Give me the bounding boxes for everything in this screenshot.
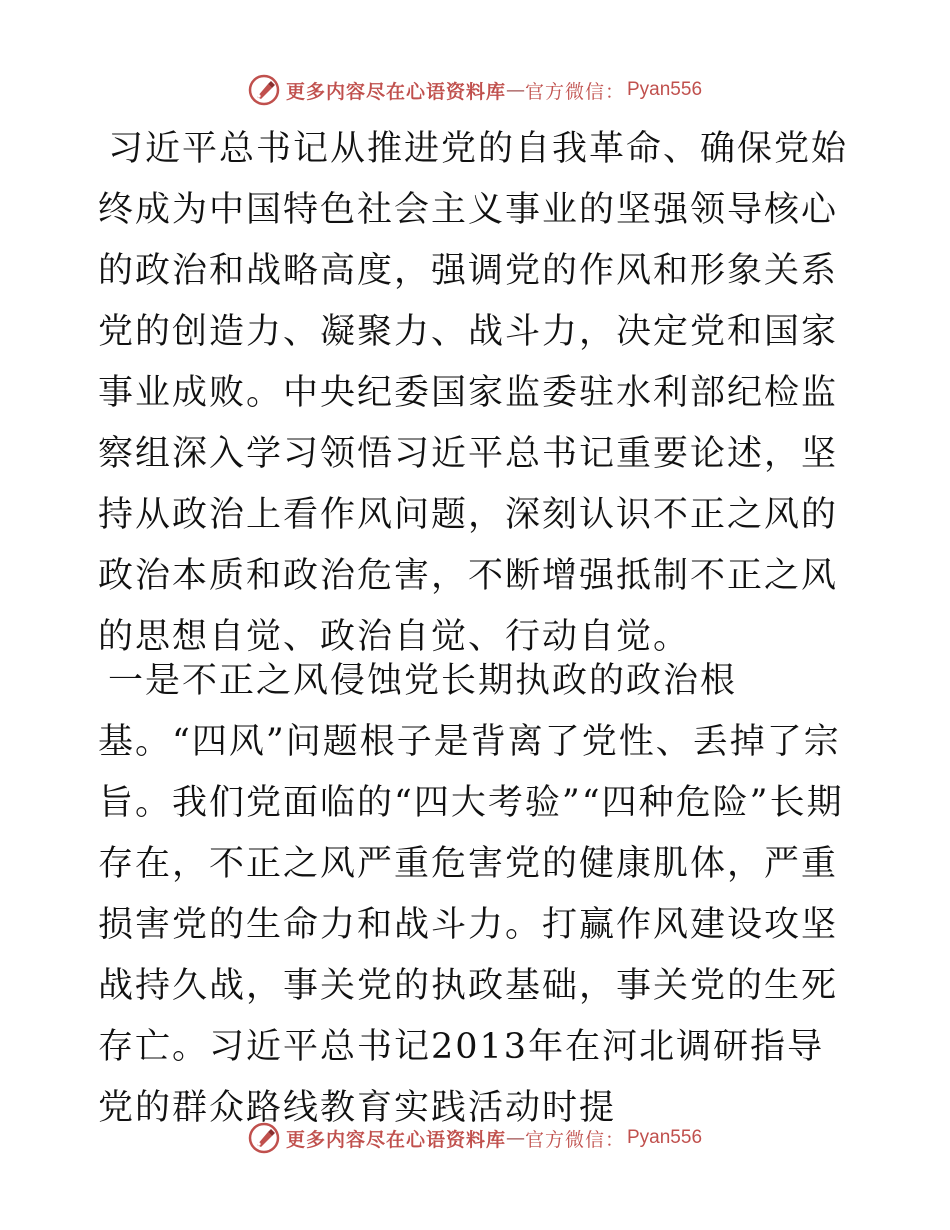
body-paragraph-1: 习近平总书记从推进党的自我革命、确保党始终成为中国特色社会主义事业的坚强领导核心的政治和战略高度，强调党的作风和形象关系党的创造力、凝聚力、战斗力，决定党和国家事业成败。中央纪委国家监委驻水利部纪检监察组深入学习领悟习近平总书记重要论述，坚持从政治上看作风问题，深刻认识不正之风的政治本质和政治危害，不断增强抵制不正之风的思想自觉、政治自觉、行动自觉。	[98, 129, 849, 657]
body-paragraph-2: 一是不正之风侵蚀党长期执政的政治根基。“四风”问题根子是背离了党性、丢掉了宗旨。我们党面临的“四大考验”“四种危险”长期存在，不正之风严重危害党的健康肌体，严重损害党的生命力和战斗力。打赢作风建设攻坚战持久战，事关党的执政基础，事关党的生死存亡。习近平总书记2013年在河北调研指导党的群众路线教育实践活动时提	[98, 661, 844, 1128]
banner-wechat-label: 官方微信：	[524, 80, 625, 103]
footer-banner	[0, 1118, 950, 1158]
banner-wechat-handle: Pyan556	[627, 1127, 703, 1148]
banner-brand-text: 更多内容尽在心语资料库	[285, 80, 506, 103]
banner-wechat-label: 官方微信：	[524, 1128, 625, 1151]
header-banner	[0, 70, 950, 110]
banner-brand-text: 更多内容尽在心语资料库	[285, 1128, 506, 1151]
banner-separator: —	[505, 1127, 525, 1149]
banner-separator: —	[505, 79, 525, 101]
banner-wechat-handle: Pyan556	[627, 79, 703, 100]
pen-nib-logo-icon	[248, 1122, 280, 1154]
pen-nib-logo-icon	[248, 74, 280, 106]
